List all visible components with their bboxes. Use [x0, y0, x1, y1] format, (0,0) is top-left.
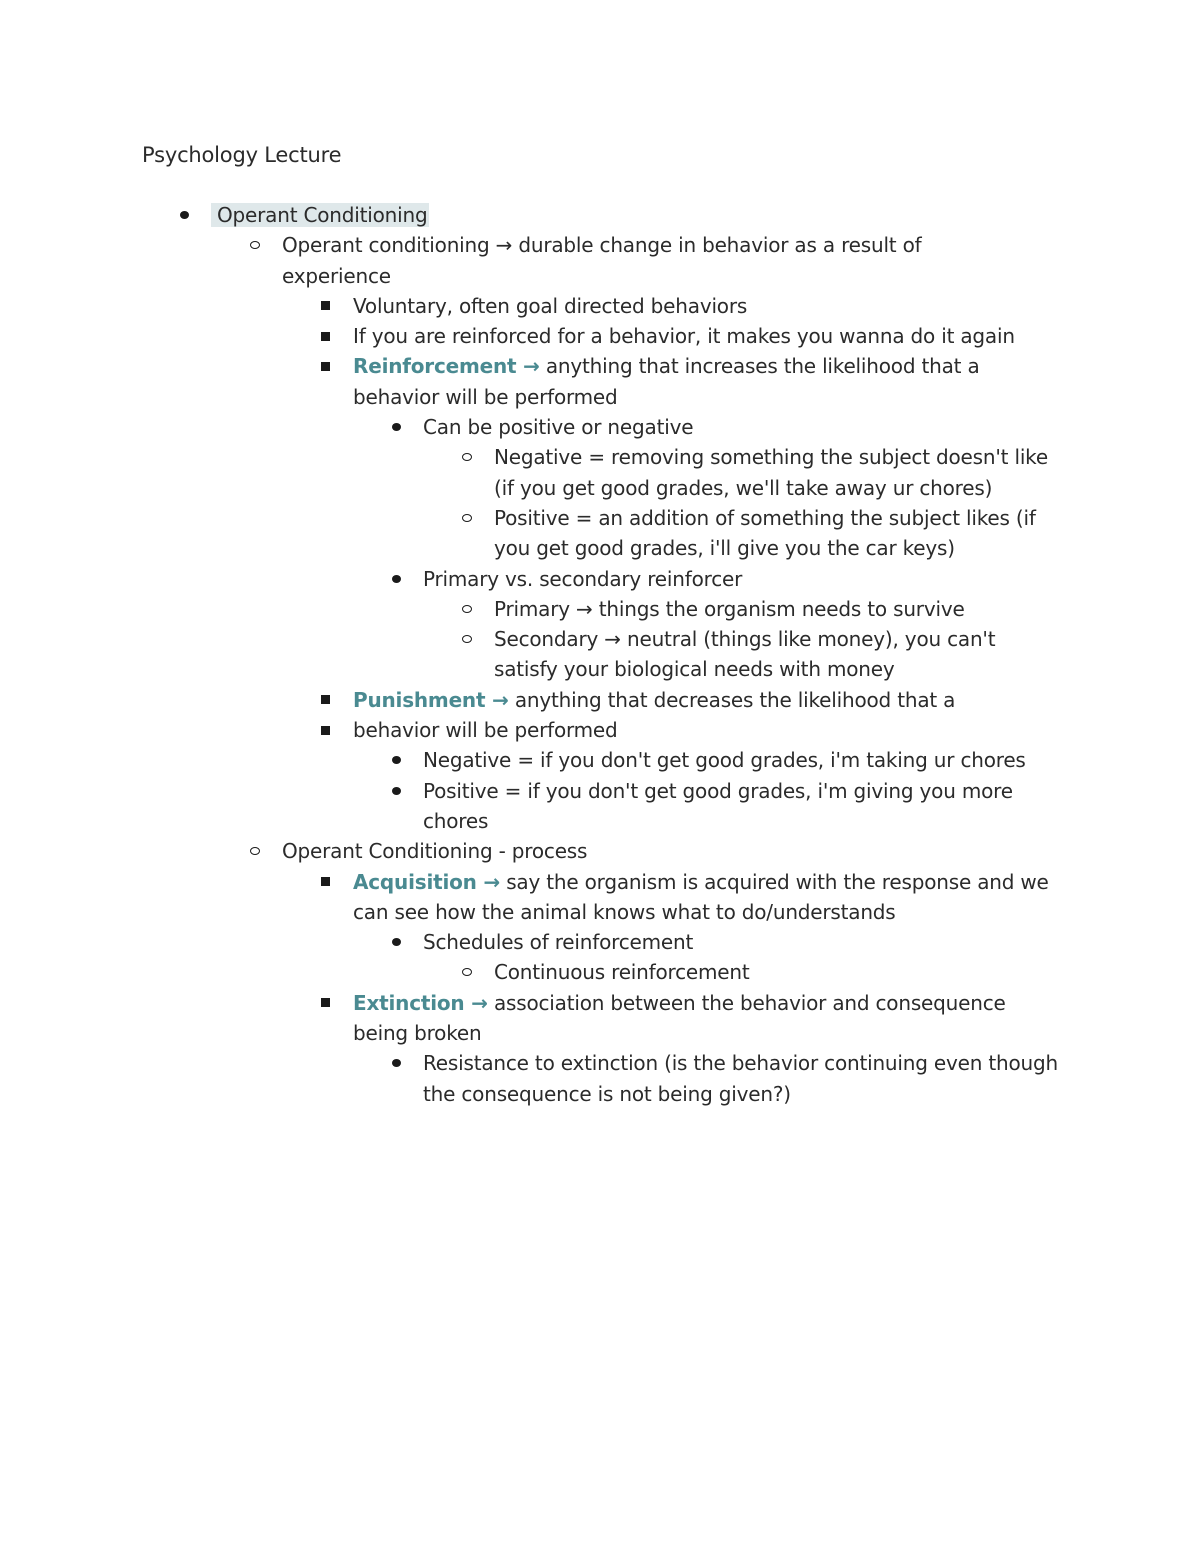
circle-bullet-icon [457, 503, 477, 533]
list-item [0, 867, 1200, 928]
term-label: Punishment → [353, 687, 509, 712]
list-item-text [282, 230, 982, 291]
list-item-text [494, 624, 1064, 685]
item-content [423, 748, 1026, 772]
list-item-text [353, 351, 1053, 412]
item-content [494, 627, 995, 681]
list-item-text [494, 957, 1064, 987]
item-body: behavior will be performed [353, 718, 618, 743]
disc-bullet-icon [174, 200, 194, 230]
item-body: Positive = if you don't get good grades, i'm giving you more chores [423, 778, 1013, 833]
square-bullet-icon [315, 867, 335, 897]
item-content [353, 354, 980, 408]
list-item-text [423, 412, 1063, 442]
square-bullet-icon [315, 351, 335, 381]
item-body: say the organism is acquired with the response and we can see how the animal knows what to do/understands [353, 869, 1049, 924]
item-body: Schedules of reinforcement [423, 930, 694, 955]
item-content [353, 294, 747, 318]
disc-bullet-icon [386, 412, 406, 442]
item-body: Operant Conditioning [217, 203, 428, 227]
square-bullet-icon [315, 321, 335, 351]
item-body: Operant Conditioning - process [282, 839, 588, 864]
item-content [423, 930, 693, 954]
list-item [0, 564, 1200, 594]
item-content [282, 839, 587, 863]
list-item-text [423, 927, 1063, 957]
item-content [494, 506, 1036, 560]
list-item-text [494, 594, 1064, 624]
list-item-text [353, 321, 1053, 351]
circle-bullet-icon [457, 624, 477, 654]
list-item-text [353, 988, 1053, 1049]
item-body: Primary → things the organism needs to survive [494, 596, 965, 621]
list-item-text [353, 685, 1053, 715]
circle-bullet-icon [245, 836, 265, 866]
list-item-text [423, 776, 1063, 837]
square-bullet-icon [315, 988, 335, 1018]
list-item-text [423, 745, 1063, 775]
list-item-text [353, 291, 1053, 321]
list-item [0, 685, 1200, 715]
item-content [423, 779, 1013, 833]
circle-bullet-icon [245, 230, 265, 260]
term-label: Reinforcement → [353, 354, 540, 379]
list-item-text [494, 503, 1064, 564]
item-content [353, 718, 618, 742]
circle-bullet-icon [457, 957, 477, 987]
item-content [494, 960, 750, 984]
list-item [0, 291, 1200, 321]
list-item-text [423, 1048, 1063, 1109]
term-label: Extinction → [353, 990, 488, 1015]
list-item-text [353, 715, 1053, 745]
item-content [423, 567, 742, 591]
square-bullet-icon [315, 715, 335, 745]
list-item-text [211, 200, 911, 230]
highlighted-heading [211, 203, 429, 227]
list-item-text [494, 442, 1064, 503]
list-item [0, 957, 1200, 987]
item-body: Secondary → neutral (things like money), you can't satisfy your biological needs with money [494, 627, 996, 682]
list-item [0, 624, 1200, 685]
item-content [282, 233, 922, 287]
item-content [353, 324, 1015, 348]
list-item [0, 1048, 1200, 1109]
square-bullet-icon [315, 291, 335, 321]
item-content [494, 445, 1048, 499]
term-label: Acquisition → [353, 869, 501, 894]
list-item [0, 230, 1200, 291]
item-body: Resistance to extinction (is the behavior continuing even though the consequence is not being given?) [423, 1051, 1058, 1106]
list-item [0, 776, 1200, 837]
list-item [0, 594, 1200, 624]
notes-outline [0, 200, 1200, 1109]
disc-bullet-icon [386, 745, 406, 775]
item-body: anything that increases the likelihood that a behavior will be performed [353, 354, 980, 409]
disc-bullet-icon [386, 1048, 406, 1078]
circle-bullet-icon [457, 442, 477, 472]
list-item [0, 927, 1200, 957]
item-body: Primary vs. secondary reinforcer [423, 566, 743, 591]
item-body: association between the behavior and consequence being broken [353, 990, 1006, 1046]
item-content [353, 870, 1049, 924]
list-item [0, 351, 1200, 412]
square-bullet-icon [315, 685, 335, 715]
list-item [0, 988, 1200, 1049]
list-item [0, 200, 1200, 230]
item-content [423, 1051, 1058, 1105]
item-content [494, 597, 965, 621]
list-item [0, 836, 1200, 866]
item-body: Continuous reinforcement [494, 960, 750, 985]
disc-bullet-icon [386, 776, 406, 806]
item-body: Voluntary, often goal directed behaviors [353, 293, 748, 318]
item-body: Can be positive or negative [423, 415, 694, 440]
item-body: anything that decreases the likelihood that a [508, 687, 956, 712]
list-item [0, 715, 1200, 745]
item-content [353, 991, 1006, 1045]
list-item-text [282, 836, 982, 866]
item-body: Negative = removing something the subject doesn't like (if you get good grades, we'll take away ur chores) [494, 445, 1048, 500]
list-item-text [423, 564, 1063, 594]
item-body: Positive = an addition of something the subject likes (if you get good grades, i'll give you the car keys) [494, 505, 1036, 561]
item-body: If you are reinforced for a behavior, it makes you wanna do it again [353, 324, 1015, 349]
item-body: Operant conditioning → durable change in behavior as a result of experience [282, 233, 922, 288]
list-item-text [353, 867, 1053, 928]
item-content [353, 688, 955, 712]
list-item [0, 745, 1200, 775]
list-item [0, 503, 1200, 564]
list-item [0, 442, 1200, 503]
list-item [0, 321, 1200, 351]
disc-bullet-icon [386, 927, 406, 957]
page-title: Psychology Lecture [142, 143, 342, 167]
item-body: Negative = if you don't get good grades, i'm taking ur chores [423, 748, 1026, 773]
circle-bullet-icon [457, 594, 477, 624]
disc-bullet-icon [386, 564, 406, 594]
item-content [423, 415, 693, 439]
list-item [0, 412, 1200, 442]
